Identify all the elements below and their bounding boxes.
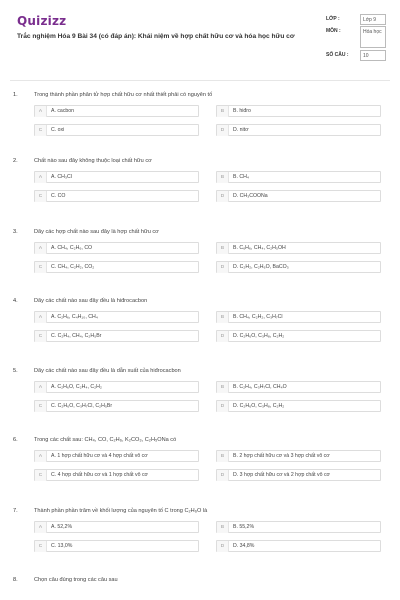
option-text: C. 13,0% (51, 543, 73, 549)
option-letter: C (35, 541, 47, 552)
question-number: 3. (13, 229, 18, 235)
answer-option-d[interactable] (216, 540, 381, 552)
option-letter: A (35, 451, 47, 462)
option-text: B. hiđro (233, 108, 251, 114)
option-letter: D (217, 541, 229, 552)
option-letter: C (35, 331, 47, 342)
answer-option-c[interactable] (34, 124, 199, 136)
answer-option-a[interactable] (34, 105, 199, 117)
option-letter: A (35, 172, 47, 183)
question-text: Thành phần phần trăm về khối lượng của nguyên tố C trong C₂H₆O là (34, 508, 208, 514)
question-text: Dãy các chất nào sau đây đều là hiđrocacbon (34, 298, 148, 304)
answer-option-d[interactable] (216, 124, 381, 136)
option-text: A. C₂H₆, C₄H₁₀, CH₄ (51, 314, 98, 320)
answer-option-a[interactable] (34, 242, 199, 254)
option-letter: B (217, 312, 229, 323)
header-divider (10, 80, 390, 81)
question-count-field: 10 (360, 50, 386, 61)
answer-option-c[interactable] (34, 400, 199, 412)
option-letter: C (35, 470, 47, 481)
question-number: 4. (13, 298, 18, 304)
question-number: 8. (13, 577, 18, 583)
option-letter: A (35, 312, 47, 323)
option-text: D. C₂H₆O, C₃H₈, C₂H₂ (233, 403, 285, 409)
question-number: 2. (13, 158, 18, 164)
option-letter: D (217, 401, 229, 412)
option-text: D. 3 hợp chất hữu cơ và 2 hợp chất vô cơ (233, 472, 330, 478)
answer-option-d[interactable] (216, 261, 381, 273)
class-label: LỚP : (326, 16, 340, 22)
quizizz-logo: Quizizz (17, 14, 67, 28)
option-text: A. 52,2% (51, 524, 73, 530)
answer-option-d[interactable] (216, 469, 381, 481)
answer-option-c[interactable] (34, 330, 199, 342)
answer-option-d[interactable] (216, 400, 381, 412)
worksheet-header (0, 0, 400, 80)
option-text: C. oxi (51, 127, 65, 133)
option-text: B. 2 hợp chất hữu cơ và 3 hợp chất vô cơ (233, 453, 330, 459)
option-letter: A (35, 106, 47, 117)
answer-option-b[interactable] (216, 105, 381, 117)
option-text: A. CH₃Cl (51, 174, 72, 180)
answer-option-a[interactable] (34, 311, 199, 323)
option-text: A. C₂H₆O, C₂H₄, C₂H₂ (51, 384, 102, 390)
worksheet-meta (326, 14, 386, 62)
option-letter: C (35, 125, 47, 136)
answer-option-d[interactable] (216, 330, 381, 342)
option-letter: C (35, 262, 47, 273)
answer-option-c[interactable] (34, 540, 199, 552)
answer-option-d[interactable] (216, 190, 381, 202)
option-text: B. C₂H₄, C₃H₇Cl, CH₄O (233, 384, 287, 390)
option-text: B. CH₄ (233, 174, 249, 180)
answer-option-b[interactable] (216, 381, 381, 393)
answer-option-c[interactable] (34, 190, 199, 202)
option-text: D. C₂H₆O, C₃H₈, C₂H₂ (233, 333, 285, 339)
option-letter: D (217, 331, 229, 342)
option-text: C. CH₄, C₂H₂, CO₂ (51, 264, 95, 270)
option-letter: C (35, 401, 47, 412)
option-text: D. 34,8% (233, 543, 255, 549)
option-letter: A (35, 382, 47, 393)
answer-option-b[interactable] (216, 450, 381, 462)
option-text: B. CH₄, C₂H₂, C₃H₇Cl (233, 314, 283, 320)
option-letter: A (35, 243, 47, 254)
option-text: A. 1 hợp chất hữu cơ và 4 hợp chất vô cơ (51, 453, 148, 459)
option-text: C. C₂H₆O, C₃H₇Cl, C₂H₅Br (51, 403, 113, 409)
question-number: 5. (13, 368, 18, 374)
answer-option-a[interactable] (34, 381, 199, 393)
class-field: Lớp 9 (360, 14, 386, 25)
question-text: Chọn câu đúng trong các câu sau (34, 577, 118, 583)
subject-field: Hóa học (360, 26, 386, 48)
question-text: Trong thành phần phân tử hợp chất hữu cơ nhất thiết phải có nguyên tố (34, 92, 213, 98)
option-letter: B (217, 243, 229, 254)
option-letter: D (217, 191, 229, 202)
option-letter: B (217, 382, 229, 393)
question-number: 1. (13, 92, 18, 98)
answer-option-a[interactable] (34, 171, 199, 183)
question-text: Dãy các chất nào sau đây đều là dẫn xuất của hiđrocacbon (34, 368, 181, 374)
option-text: A. CH₄, C₂H₆, CO (51, 245, 93, 251)
question-number: 6. (13, 437, 18, 443)
answer-option-b[interactable] (216, 171, 381, 183)
option-text: B. C₆H₆, CH₄, C₂H₅OH (233, 245, 286, 251)
worksheet-title: Trắc nghiệm Hóa 9 Bài 34 (có đáp án): Khái niệm về hợp chất hữu cơ và hóa học hữu cơ (17, 33, 295, 40)
option-text: D. CH₃COONa (233, 193, 268, 199)
answer-option-b[interactable] (216, 242, 381, 254)
question-count-label: SỐ CÂU : (326, 52, 349, 58)
option-letter: D (217, 470, 229, 481)
answer-option-b[interactable] (216, 521, 381, 533)
option-letter: B (217, 106, 229, 117)
option-letter: B (217, 522, 229, 533)
option-letter: B (217, 172, 229, 183)
answer-option-c[interactable] (34, 469, 199, 481)
option-text: D. nitơ (233, 127, 249, 133)
question-text: Chất nào sau đây không thuộc loại chất hữu cơ (34, 158, 152, 164)
answer-option-a[interactable] (34, 521, 199, 533)
question-text: Trong các chất sau: CH₄, CO, C₂H₆, K₂CO₃, C₂H₅ONa có (34, 437, 177, 443)
option-text: D. C₂H₂, C₂H₆O, BaCO₃ (233, 264, 289, 270)
option-letter: A (35, 522, 47, 533)
subject-label: MÔN : (326, 28, 341, 34)
question-number: 7. (13, 508, 18, 514)
answer-option-b[interactable] (216, 311, 381, 323)
option-text: A. cacbon (51, 108, 75, 114)
option-text: B. 55,2% (233, 524, 255, 530)
answer-option-c[interactable] (34, 261, 199, 273)
option-text: C. 4 hợp chất hữu cơ và 1 hợp chất vô cơ (51, 472, 148, 478)
option-text: C. CO (51, 193, 66, 199)
option-letter: B (217, 451, 229, 462)
option-text: C. C₂H₄, CH₄, C₂H₅Br (51, 333, 102, 339)
question-text: Dãy các hợp chất nào sau đây là hợp chất hữu cơ (34, 229, 159, 235)
option-letter: D (217, 125, 229, 136)
option-letter: D (217, 262, 229, 273)
option-letter: C (35, 191, 47, 202)
answer-option-a[interactable] (34, 450, 199, 462)
